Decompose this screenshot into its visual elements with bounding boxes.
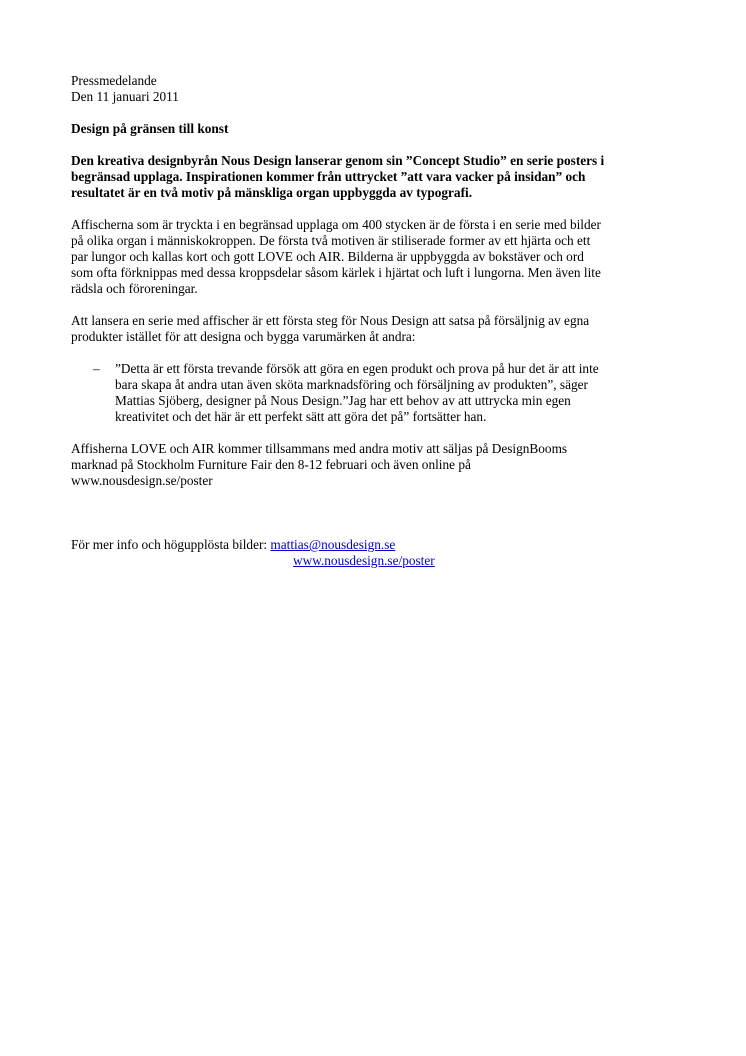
paragraph-line: par lungor och kallas kort och gott LOVE och AIR. Bilderna är uppbyggda av bokstäver och ord — [71, 249, 584, 264]
website-link[interactable]: www.nousdesign.se/poster — [293, 553, 435, 568]
dash-bullet-icon: – — [93, 361, 100, 376]
quote-line: kreativitet och det här är ett perfekt sätt att göra det på” fortsätter han. — [115, 409, 487, 424]
document-page — [71, 73, 691, 569]
document-title — [71, 121, 691, 137]
quote-list-item — [71, 361, 691, 425]
quote-line: bara skapa åt andra utan även sköta marknadsföring och försäljning av produkten”, säger — [115, 377, 588, 392]
paragraph-line: Affischerna som är tryckta i en begränsad upplaga om 400 stycken är de första i en serie med bilder — [71, 217, 601, 232]
paragraph-line: som ofta förknippas med dessa kroppsdelar såsom kärlek i hjärtat och luft i lungorna. Men även lite — [71, 265, 601, 280]
contact-info — [71, 537, 691, 569]
paragraph-line: www.nousdesign.se/poster — [71, 473, 213, 488]
paragraph-line: rädsla och föroreningar. — [71, 281, 198, 296]
paragraph-line: produkter istället för att designa och bygga varumärken åt andra: — [71, 329, 416, 344]
contact-label: För mer info och högupplösta bilder: — [71, 537, 271, 552]
lead-line: Den kreativa designbyrån Nous Design lanserar genom sin ”Concept Studio” en serie posters i — [71, 153, 605, 168]
quote-line: ”Detta är ett första trevande försök att göra en egen produkt och prova på hur det är att inte — [115, 361, 599, 376]
email-link[interactable]: mattias@nousdesign.se — [270, 537, 396, 552]
paragraph-line: marknad på Stockholm Furniture Fair den 8-12 februari och även online på — [71, 457, 471, 472]
quote-line: Mattias Sjöberg, designer på Nous Design.”Jag har ett behov av att uttrycka min egen — [115, 393, 571, 408]
paragraph-line: Att lansera en serie med affischer är ett första steg för Nous Design att satsa på försäljnig av egna — [71, 313, 590, 328]
paragraph-line: Affisherna LOVE och AIR kommer tillsammans med andra motiv att säljas på DesignBooms — [71, 441, 568, 456]
contact-line — [71, 537, 691, 553]
paragraph-line: på olika organ i människokroppen. De första två motiven är stiliserade former av ett hjärta och ett — [71, 233, 591, 248]
press-release-label: Pressmedelande — [71, 73, 157, 88]
body-paragraph-1 — [71, 217, 691, 297]
lead-paragraph — [71, 153, 691, 201]
lead-line: begränsad upplaga. Inspirationen kommer från uttrycket ”att vara vacker på insidan” och — [71, 169, 586, 184]
title-text: Design på gränsen till konst — [71, 121, 229, 136]
header-block — [71, 73, 691, 105]
contact-url-line — [71, 553, 691, 569]
lead-line: resultatet är en två motiv på mänskliga organ uppbyggda av typografi. — [71, 185, 473, 200]
body-paragraph-3 — [71, 441, 691, 489]
release-date: Den 11 januari 2011 — [71, 89, 179, 104]
body-paragraph-2 — [71, 313, 691, 345]
